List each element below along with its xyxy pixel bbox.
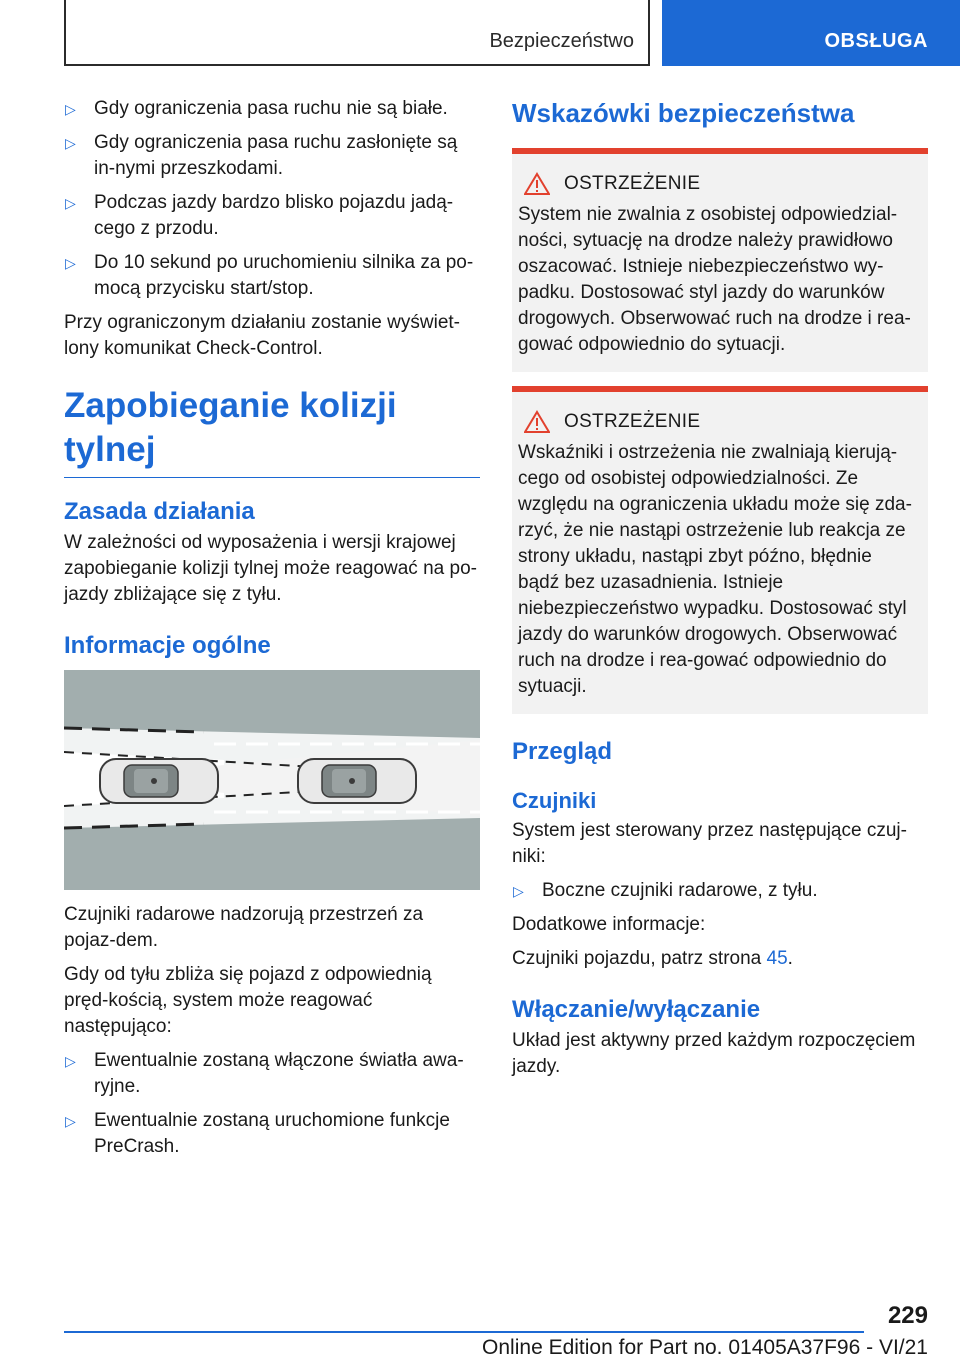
safety-heading: Wskazówki bezpieczeństwa <box>512 98 855 128</box>
road-cars-graphic <box>64 670 480 890</box>
triangle-bullet-icon: ▷ <box>65 1113 76 1129</box>
overview-heading: Przegląd <box>512 738 613 765</box>
page-reference-link[interactable]: 45 <box>766 948 788 969</box>
header-section-tab <box>64 0 650 66</box>
sensors-list <box>512 878 928 904</box>
left-column <box>64 96 480 1168</box>
list-item: ▷ Gdy ograniczenia pasa ruchu nie są białe. <box>64 96 480 122</box>
front-car-icon <box>298 759 416 803</box>
list-item: ▷ Gdy ograniczenia pasa ruchu zasłonięte są in-nymi przeszkodami. <box>65 132 458 179</box>
approach-paragraph: Gdy od tyłu zbliża się pojazd z odpowiednią pręd-kością, system może reagować następująco: <box>64 964 432 1037</box>
triangle-bullet-icon: ▷ <box>513 883 524 899</box>
triangle-bullet-icon: ▷ <box>65 1053 76 1069</box>
principle-paragraph: W zależności od wyposażenia i wersji krajowej zapobieganie kolizji tylnej może reagować na po-jazdy zbliżające się z tyłu. <box>64 532 477 605</box>
warning-text: System nie zwalnia z osobistej odpowiedzial-ności, sytuację na drodze należy prawidłowo oszacować. Istnieje niebezpieczeństwo wy-padku. Dostosować styl jazdy do warunków drogowych. Obserwować ruch na drodze i rea-gować odpowiednio do sytuacji. <box>518 204 911 355</box>
limitations-list <box>64 96 480 302</box>
warning-header <box>524 172 918 196</box>
onoff-heading: Włączanie/wyłączanie <box>512 996 761 1023</box>
rear-car-icon <box>100 759 218 803</box>
header-chapter-tab <box>662 0 960 66</box>
warning-triangle-icon <box>524 410 550 434</box>
check-control-paragraph: Przy ograniczonym działaniu zostanie wyświet-lony komunikat Check-Control. <box>64 312 460 359</box>
onoff-paragraph: Układ jest aktywny przed każdym rozpoczęciem jazdy. <box>512 1030 916 1077</box>
warning-title: OSTRZEŻENIE <box>564 173 701 194</box>
page-title: Zapobieganie kolizji tylnej <box>64 384 480 478</box>
warning-box <box>512 386 928 714</box>
triangle-bullet-icon: ▷ <box>65 135 76 151</box>
principle-heading: Zasada działania <box>64 498 255 525</box>
sensor-reference: Czujniki pojazdu, patrz strona 45. <box>512 948 793 969</box>
general-info-heading: Informacje ogólne <box>64 632 271 659</box>
triangle-bullet-icon: ▷ <box>65 255 76 271</box>
extra-info-label: Dodatkowe informacje: <box>512 914 706 935</box>
warning-title: OSTRZEŻENIE <box>564 411 701 432</box>
right-column <box>512 96 928 1088</box>
warning-header <box>524 410 918 434</box>
list-item: ▷ Ewentualnie zostaną uruchomione funkcje PreCrash. <box>65 1110 450 1157</box>
header-section-label: Bezpieczeństwo <box>489 30 634 52</box>
list-item: ▷ Do 10 sekund po uruchomieniu silnika za po-mocą przycisku start/stop. <box>65 252 474 299</box>
rear-collision-illustration <box>64 670 480 890</box>
list-item: ▷ Ewentualnie zostaną włączone światła awa-ryjne. <box>65 1050 464 1097</box>
footer-divider <box>64 1331 864 1333</box>
triangle-bullet-icon: ▷ <box>65 195 76 211</box>
header-chapter-label: OBSŁUGA <box>824 30 928 52</box>
reaction-list <box>64 1048 480 1160</box>
list-item: ▷ Podczas jazdy bardzo blisko pojazdu jadą-cego z przodu. <box>65 192 454 239</box>
warning-text: Wskaźniki i ostrzeżenia nie zwalniają kierują-cego od osobistej odpowiedzialności. Ze względu na ograniczenia układu może się zda-rzyć, że nie nastąpi ostrzeżenie lub reakcja ze strony układu, nastąpi zbyt późno, błędnie bądź bez uzasadnienia. Istnieje niebezpieczeństwo wypadku. Dostosować styl jazdy do warunków drogowych. Obserwować ruch na drodze i rea-gować odpowiednio do sytuacji. <box>518 442 912 697</box>
list-item: ▷ Boczne czujniki radarowe, z tyłu. <box>512 878 928 904</box>
warning-triangle-icon <box>524 172 550 196</box>
sensors-heading: Czujniki <box>512 788 597 813</box>
triangle-bullet-icon: ▷ <box>65 101 76 117</box>
radar-paragraph: Czujniki radarowe nadzorują przestrzeń za pojaz-dem. <box>64 904 424 951</box>
sensors-paragraph: System jest sterowany przez następujące czuj-niki: <box>512 820 907 867</box>
footer-edition: Online Edition for Part no. 01405A37F96 - VI/21 <box>482 1336 928 1359</box>
page-number: 229 <box>887 1302 928 1329</box>
warning-box <box>512 148 928 372</box>
